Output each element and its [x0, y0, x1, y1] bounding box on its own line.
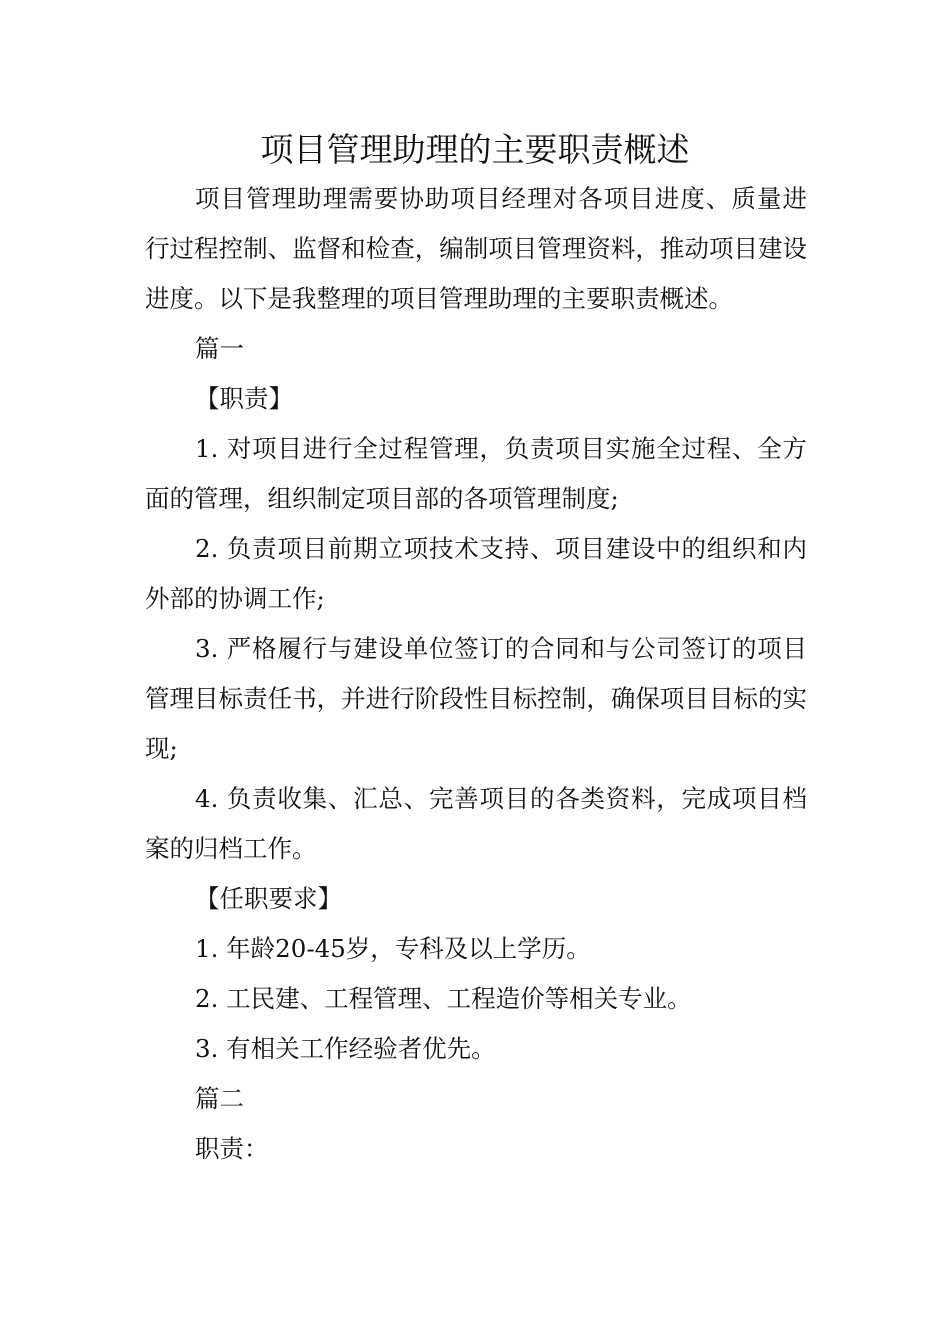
section-heading-part-one: 篇一 [195, 334, 244, 363]
document-body [145, 174, 807, 1174]
duty-item-2: 2. 负责项目前期立项技术支持、项目建设中的组织和内外部的协调工作; [145, 534, 807, 613]
requirement-item-1: 1. 年龄20-45岁，专科及以上学历。 [195, 934, 591, 963]
section-heading-duties-two: 职责： [195, 1134, 269, 1163]
document-title: 项目管理助理的主要职责概述 [260, 130, 690, 169]
intro-paragraph: 项目管理助理需要协助项目经理对各项目进度、质量进行过程控制、监督和检查，编制项目管理资料，推动项目建设进度。以下是我整理的项目管理助理的主要职责概述。 [145, 184, 807, 313]
requirement-item-2: 2. 工民建、工程管理、工程造价等相关专业。 [195, 984, 692, 1013]
duty-item-1: 1. 对项目进行全过程管理，负责项目实施全过程、全方面的管理，组织制定项目部的各项管理制度; [145, 434, 807, 513]
section-heading-duties: 【职责】 [195, 384, 293, 413]
requirement-item-3: 3. 有相关工作经验者优先。 [195, 1034, 496, 1063]
section-heading-requirements: 【任职要求】 [195, 884, 342, 913]
duty-item-3: 3. 严格履行与建设单位签订的合同和与公司签订的项目管理目标责任书，并进行阶段性目标控制，确保项目目标的实现; [145, 634, 807, 763]
section-heading-part-two: 篇二 [195, 1084, 244, 1113]
duty-item-4: 4. 负责收集、汇总、完善项目的各类资料，完成项目档案的归档工作。 [145, 784, 807, 863]
